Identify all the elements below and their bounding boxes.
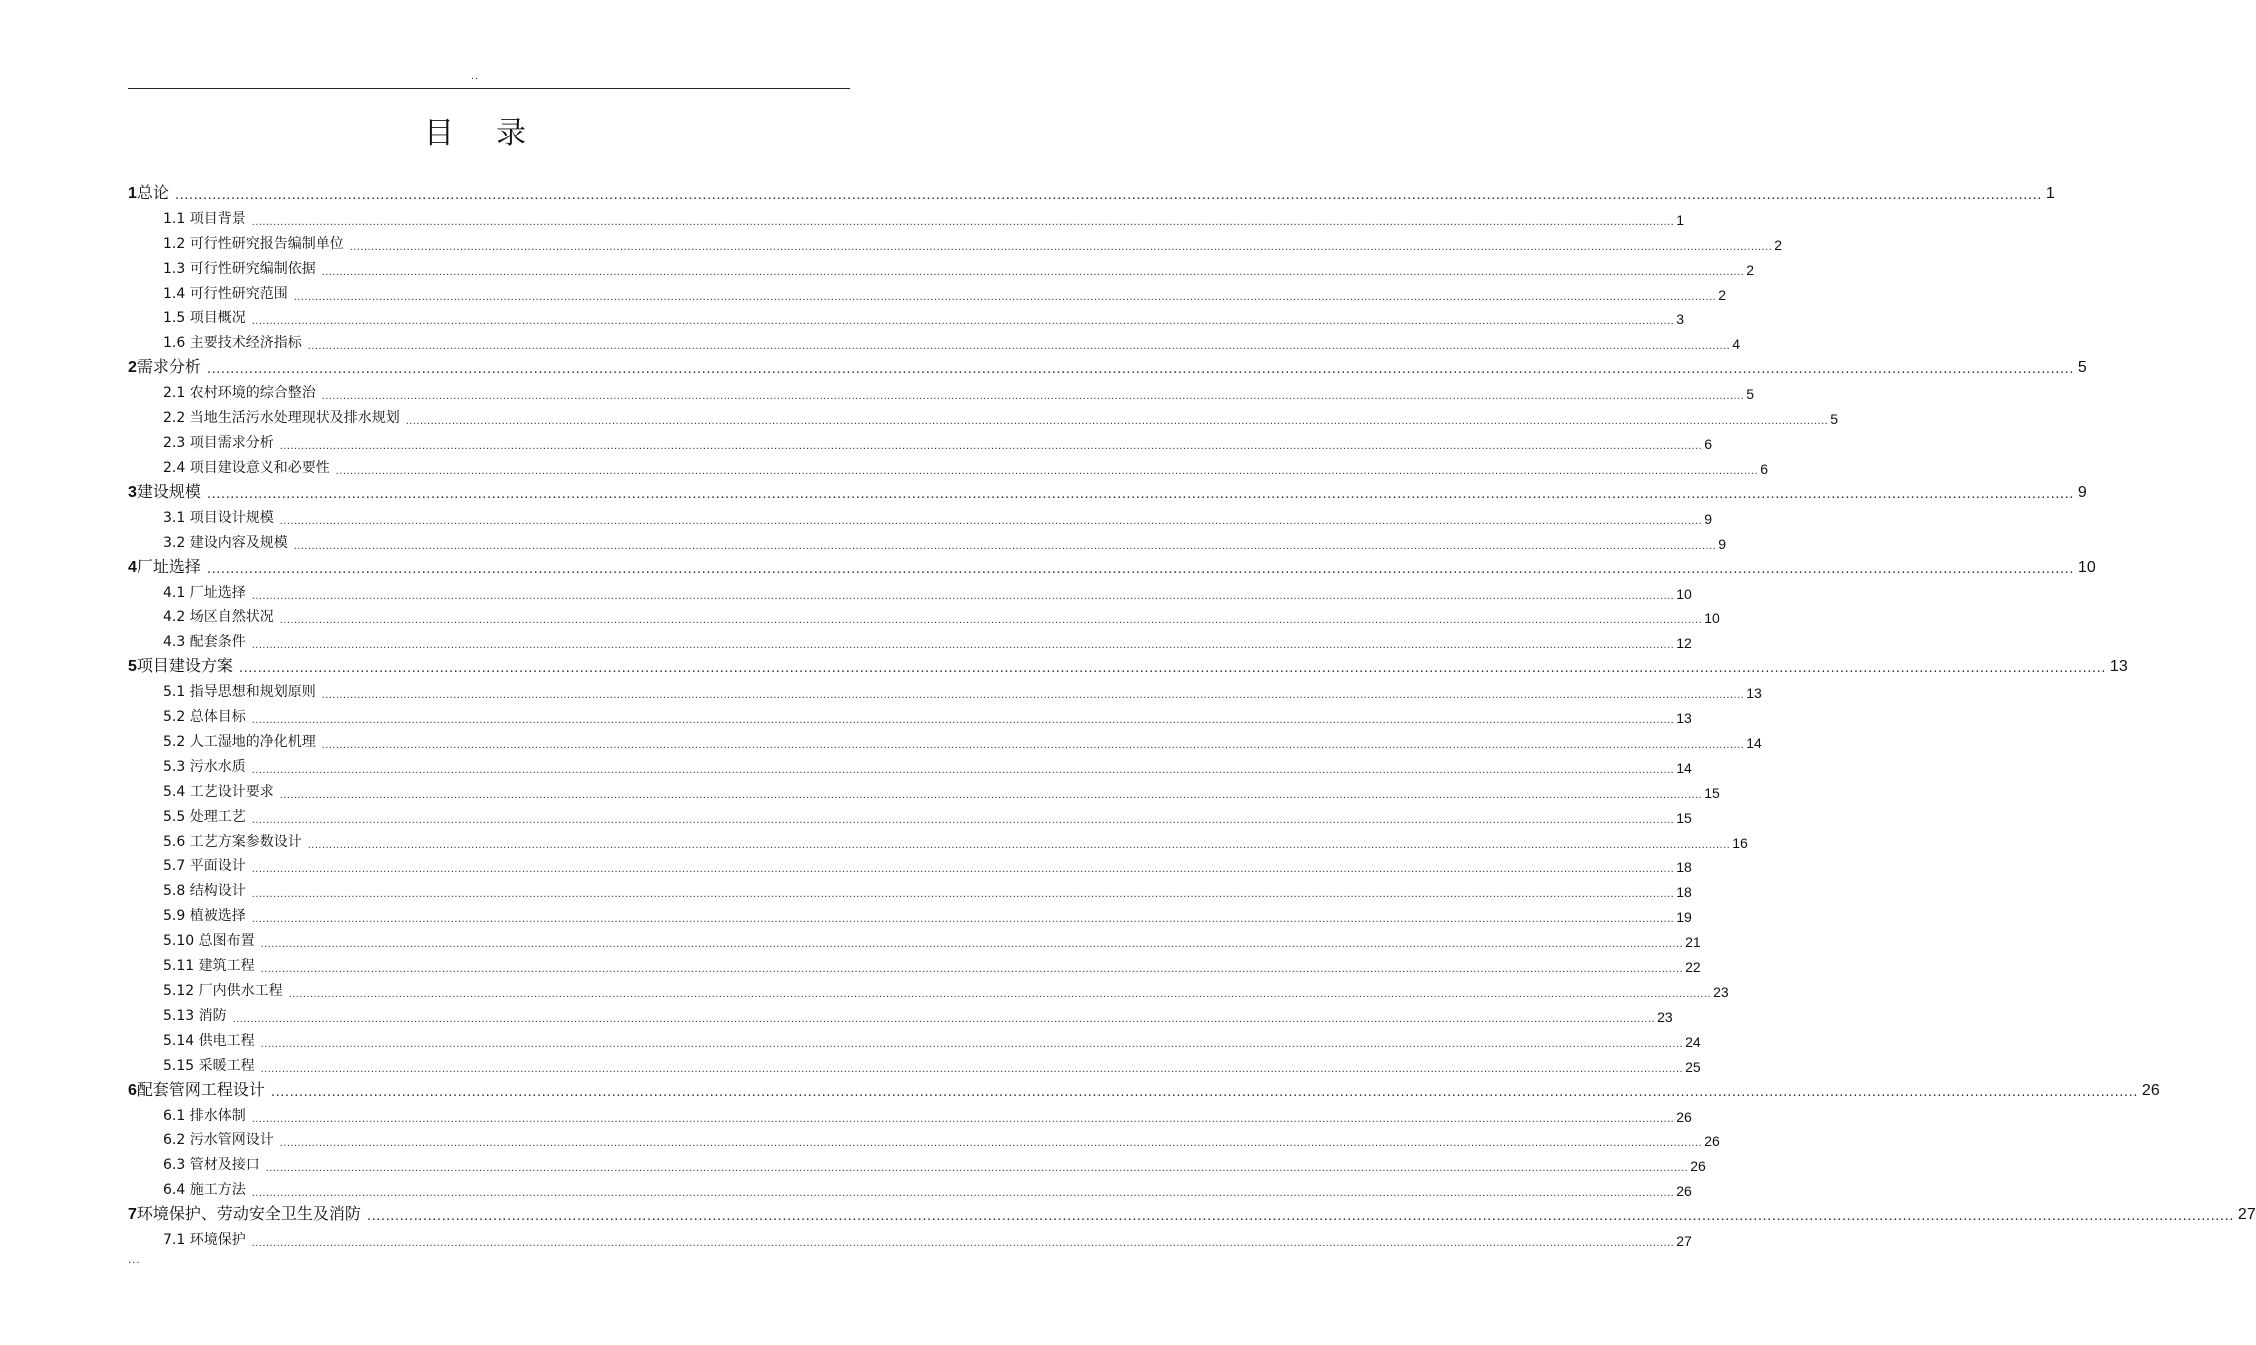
toc-leader-dots: ................................................................................................................................................................................................................................................................................................................................................................................................................ — [251, 714, 1675, 727]
toc-leader-dots: ................................................................................................................................................................................................................................................................................................................................................................................................................ — [251, 863, 1675, 876]
toc-section[interactable] — [128, 826, 1748, 851]
toc-page-number: 22 — [1685, 959, 1701, 976]
toc-section[interactable] — [128, 950, 1701, 976]
toc-entry-label: 6.4 施工方法 — [163, 1182, 246, 1199]
toc-leader-dots: ................................................................................................................................................................................................................................................................................................................................................................................................................ — [206, 360, 2074, 378]
toc-leader-dots: ................................................................................................................................................................................................................................................................................................................................................................................................................ — [260, 963, 1684, 976]
toc-section[interactable] — [128, 875, 1692, 901]
toc-page-number: 15 — [1704, 784, 1720, 801]
toc-entry-label: 2.2 当地生活污水处理现状及排水规划 — [163, 410, 400, 427]
toc-section[interactable] — [128, 602, 1720, 627]
toc-chapter[interactable] — [128, 1075, 2160, 1100]
toc-page-number: 15 — [1676, 809, 1692, 826]
toc-chapter-number: 4 — [128, 558, 137, 576]
toc-section[interactable] — [128, 1050, 1701, 1075]
toc-chapter[interactable] — [128, 477, 2087, 502]
toc-entry-label: 项目建设方案 — [136, 656, 233, 676]
toc-section[interactable] — [128, 1100, 1692, 1125]
toc-page-number: 5 — [1830, 411, 1838, 428]
toc-page-number: 27 — [1676, 1233, 1692, 1250]
toc-section[interactable] — [128, 1000, 1673, 1025]
toc-entry-label: 7.1 环境保护 — [163, 1232, 246, 1249]
toc-entry-label: 5.2 总体目标 — [163, 709, 246, 726]
toc-section[interactable] — [128, 975, 1729, 1000]
toc-page-number: 10 — [1676, 585, 1692, 602]
toc-page-number: 13 — [2109, 658, 2128, 676]
toc-section[interactable] — [128, 701, 1692, 727]
toc-entry-label: 5.12 厂内供水工程 — [163, 982, 283, 999]
toc-page-number: 10 — [1704, 610, 1720, 627]
toc-section[interactable] — [128, 676, 1762, 702]
toc-entry-label: 2.1 农村环境的综合整治 — [163, 385, 316, 402]
toc-leader-dots: ................................................................................................................................................................................................................................................................................................................................................................................................................ — [293, 290, 1717, 303]
toc-page-number: 26 — [1676, 1183, 1692, 1200]
toc-leader-dots: ................................................................................................................................................................................................................................................................................................................................................................................................................ — [293, 539, 1717, 552]
toc-leader-dots: ................................................................................................................................................................................................................................................................................................................................................................................................................ — [260, 1062, 1684, 1075]
toc-entry-label: 1.4 可行性研究范围 — [163, 285, 288, 302]
toc-page-number: 14 — [1676, 759, 1692, 776]
toc-page-number: 26 — [2141, 1081, 2160, 1099]
toc-entry-label: 5.13 消防 — [163, 1007, 227, 1024]
footer-mark: ... — [128, 1255, 141, 1266]
toc-page-number: 9 — [1718, 535, 1726, 552]
toc-section[interactable] — [128, 776, 1720, 801]
toc-entry-label: 5.2 人工湿地的净化机理 — [163, 734, 316, 751]
toc-page-number: 3 — [1676, 311, 1684, 328]
page-title: 目录 — [424, 116, 568, 151]
toc-page-number: 26 — [1690, 1158, 1706, 1175]
toc-entry-label: 5.9 植被选择 — [163, 908, 246, 925]
toc-section[interactable] — [128, 427, 1712, 453]
toc-entry-label: 3.1 项目设计规模 — [163, 509, 274, 526]
toc-leader-dots: ................................................................................................................................................................................................................................................................................................................................................................................................................ — [321, 739, 1745, 752]
toc-entry-label: 2.4 项目建设意义和必要性 — [163, 459, 330, 476]
toc-section[interactable] — [128, 1025, 1701, 1050]
toc-section[interactable] — [128, 228, 1782, 253]
toc-section[interactable] — [128, 253, 1754, 278]
toc-leader-dots: ................................................................................................................................................................................................................................................................................................................................................................................................................ — [270, 1082, 2138, 1100]
toc-entry-label: 需求分析 — [136, 357, 201, 377]
toc-entry-label: 6.3 管材及接口 — [163, 1157, 260, 1174]
toc-leader-dots: ................................................................................................................................................................................................................................................................................................................................................................................................................ — [366, 1207, 2234, 1225]
header-rule — [128, 88, 850, 89]
toc-entry-label: 1.2 可行性研究报告编制单位 — [163, 235, 344, 252]
toc-chapter-number: 5 — [128, 658, 137, 676]
toc-leader-dots: ................................................................................................................................................................................................................................................................................................................................................................................................................ — [238, 659, 2106, 677]
toc-page-number: 27 — [2237, 1206, 2256, 1224]
toc-page-number: 24 — [1685, 1033, 1701, 1050]
toc-leader-dots: ................................................................................................................................................................................................................................................................................................................................................................................................................ — [405, 415, 1829, 428]
toc-leader-dots: ................................................................................................................................................................................................................................................................................................................................................................................................................ — [251, 888, 1675, 901]
header-mark: .. — [471, 72, 479, 82]
toc-entry-label: 6.1 排水体制 — [163, 1107, 246, 1124]
toc-leader-dots: ................................................................................................................................................................................................................................................................................................................................................................................................................ — [335, 464, 1759, 477]
toc-page-number: 26 — [1676, 1108, 1692, 1125]
toc-entry-label: 1.5 项目概况 — [163, 310, 246, 327]
toc-entry-label: 5.10 总图布置 — [163, 933, 255, 950]
toc-section[interactable] — [128, 577, 1692, 602]
toc-entry-label: 4.1 厂址选择 — [163, 584, 246, 601]
toc-leader-dots: ................................................................................................................................................................................................................................................................................................................................................................................................................ — [279, 514, 1703, 527]
toc-leader-dots: ................................................................................................................................................................................................................................................................................................................................................................................................................ — [251, 913, 1675, 926]
toc-entry-label: 5.6 工艺方案参数设计 — [163, 833, 302, 850]
toc-leader-dots: ................................................................................................................................................................................................................................................................................................................................................................................................................ — [251, 813, 1675, 826]
toc-leader-dots: ................................................................................................................................................................................................................................................................................................................................................................................................................ — [251, 1187, 1675, 1200]
toc-section[interactable] — [128, 402, 1838, 428]
toc-chapter[interactable] — [128, 178, 2055, 203]
toc-leader-dots: ................................................................................................................................................................................................................................................................................................................................................................................................................ — [232, 1012, 1656, 1025]
toc-section[interactable] — [128, 1224, 1692, 1250]
toc-entry-label: 环境保护、劳动安全卫生及消防 — [136, 1204, 361, 1224]
toc-page-number: 25 — [1685, 1058, 1701, 1075]
toc-leader-dots: ................................................................................................................................................................................................................................................................................................................................................................................................................ — [251, 589, 1675, 602]
toc-page-number: 26 — [1704, 1133, 1720, 1150]
toc-page-number: 12 — [1676, 635, 1692, 652]
toc-leader-dots: ................................................................................................................................................................................................................................................................................................................................................................................................................ — [251, 639, 1675, 652]
toc-entry-label: 4.3 配套条件 — [163, 634, 246, 651]
toc-leader-dots: ................................................................................................................................................................................................................................................................................................................................................................................................................ — [251, 1237, 1675, 1250]
toc-entry-label: 5.7 平面设计 — [163, 858, 246, 875]
toc-leader-dots: ................................................................................................................................................................................................................................................................................................................................................................................................................ — [260, 1037, 1684, 1050]
toc-entry-label: 5.4 工艺设计要求 — [163, 783, 274, 800]
toc-leader-dots: ................................................................................................................................................................................................................................................................................................................................................................................................................ — [251, 215, 1675, 228]
toc-page-number: 9 — [1704, 510, 1712, 527]
toc-entry-label: 配套管网工程设计 — [136, 1079, 265, 1099]
toc-entry-label: 总论 — [136, 183, 169, 202]
toc-chapter-number: 7 — [128, 1206, 137, 1224]
toc-section[interactable] — [128, 900, 1692, 926]
toc-page-number: 5 — [1746, 386, 1754, 403]
toc-page-number: 5 — [2077, 359, 2087, 377]
toc-section[interactable] — [128, 327, 1740, 353]
toc-leader-dots: ................................................................................................................................................................................................................................................................................................................................................................................................................ — [307, 838, 1731, 851]
toc-entry-label: 5.11 建筑工程 — [163, 958, 255, 975]
toc-page-number: 18 — [1676, 884, 1692, 901]
toc-entry-label: 5.8 结构设计 — [163, 883, 246, 900]
toc-chapter[interactable] — [128, 352, 2087, 378]
toc-page-number: 6 — [1704, 436, 1712, 453]
toc-section[interactable] — [128, 203, 1684, 228]
toc-entry-label: 5.5 处理工艺 — [163, 808, 246, 825]
table-of-contents — [128, 178, 2256, 1250]
toc-leader-dots: ................................................................................................................................................................................................................................................................................................................................................................................................................ — [265, 1162, 1689, 1175]
toc-entry-label: 2.3 项目需求分析 — [163, 435, 274, 452]
toc-section[interactable] — [128, 278, 1726, 303]
toc-leader-dots: ................................................................................................................................................................................................................................................................................................................................................................................................................ — [321, 689, 1745, 702]
toc-entry-label: 建设规模 — [136, 481, 201, 501]
toc-leader-dots: ................................................................................................................................................................................................................................................................................................................................................................................................................ — [251, 763, 1675, 776]
toc-leader-dots: ................................................................................................................................................................................................................................................................................................................................................................................................................ — [174, 186, 2042, 203]
toc-entry-label: 5.1 指导思想和规划原则 — [163, 684, 316, 701]
toc-leader-dots: ................................................................................................................................................................................................................................................................................................................................................................................................................ — [321, 265, 1745, 278]
toc-leader-dots: ................................................................................................................................................................................................................................................................................................................................................................................................................ — [279, 788, 1703, 801]
toc-page-number: 23 — [1713, 983, 1729, 1000]
toc-entry-label: 5.14 供电工程 — [163, 1032, 255, 1049]
toc-chapter[interactable] — [128, 1199, 2256, 1225]
toc-entry-label: 1.6 主要技术经济指标 — [163, 335, 302, 352]
toc-entry-label: 5.3 污水水质 — [163, 758, 246, 775]
toc-page-number: 21 — [1685, 934, 1701, 951]
toc-page-number: 16 — [1732, 834, 1748, 851]
toc-page-number: 14 — [1746, 735, 1762, 752]
toc-leader-dots: ................................................................................................................................................................................................................................................................................................................................................................................................................ — [349, 240, 1773, 253]
toc-chapter[interactable] — [128, 651, 2128, 677]
toc-chapter-number: 1 — [128, 185, 137, 202]
toc-section[interactable] — [128, 303, 1684, 328]
toc-leader-dots: ................................................................................................................................................................................................................................................................................................................................................................................................................ — [251, 1112, 1675, 1125]
toc-chapter-number: 2 — [128, 359, 137, 377]
toc-section[interactable] — [128, 1149, 1706, 1175]
toc-section[interactable] — [128, 1125, 1720, 1150]
toc-leader-dots: ................................................................................................................................................................................................................................................................................................................................................................................................................ — [206, 484, 2074, 502]
toc-entry-label: 厂址选择 — [136, 556, 201, 576]
toc-page-number: 23 — [1657, 1008, 1673, 1025]
toc-leader-dots: ................................................................................................................................................................................................................................................................................................................................................................................................................ — [279, 614, 1703, 627]
toc-page-number: 18 — [1676, 859, 1692, 876]
toc-page-number: 1 — [1676, 211, 1684, 228]
toc-leader-dots: ................................................................................................................................................................................................................................................................................................................................................................................................................ — [307, 340, 1731, 353]
toc-section[interactable] — [128, 726, 1762, 752]
toc-chapter[interactable] — [128, 552, 2096, 577]
toc-entry-label: 6.2 污水管网设计 — [163, 1132, 274, 1149]
toc-leader-dots: ................................................................................................................................................................................................................................................................................................................................................................................................................ — [251, 315, 1675, 328]
toc-entry-label: 4.2 场区自然状况 — [163, 609, 274, 626]
toc-page-number: 9 — [2077, 483, 2087, 501]
toc-entry-label: 1.1 项目背景 — [163, 210, 246, 227]
toc-chapter-number: 6 — [128, 1081, 137, 1099]
toc-page-number: 2 — [1774, 236, 1782, 253]
toc-page-number: 19 — [1676, 909, 1692, 926]
toc-section[interactable] — [128, 626, 1692, 652]
toc-leader-dots: ................................................................................................................................................................................................................................................................................................................................................................................................................ — [321, 390, 1745, 403]
toc-leader-dots: ................................................................................................................................................................................................................................................................................................................................................................................................................ — [288, 987, 1712, 1000]
toc-entry-label: 5.15 采暖工程 — [163, 1057, 255, 1074]
toc-section[interactable] — [128, 452, 1768, 477]
toc-leader-dots: ................................................................................................................................................................................................................................................................................................................................................................................................................ — [279, 1137, 1703, 1150]
toc-section[interactable] — [128, 751, 1692, 776]
toc-section[interactable] — [128, 1174, 1692, 1200]
toc-page-number: 2 — [1718, 286, 1726, 303]
toc-chapter-number: 3 — [128, 483, 137, 501]
toc-leader-dots: ................................................................................................................................................................................................................................................................................................................................................................................................................ — [260, 938, 1684, 951]
toc-entry-label: 1.3 可行性研究编制依据 — [163, 260, 316, 277]
toc-page-number: 6 — [1760, 460, 1768, 477]
toc-section[interactable] — [128, 502, 1712, 527]
toc-section[interactable] — [128, 527, 1726, 552]
toc-page-number: 1 — [2045, 185, 2055, 202]
toc-leader-dots: ................................................................................................................................................................................................................................................................................................................................................................................................................ — [279, 440, 1703, 453]
toc-page-number: 10 — [2077, 558, 2096, 576]
toc-section[interactable] — [128, 377, 1754, 403]
toc-leader-dots: ................................................................................................................................................................................................................................................................................................................................................................................................................ — [206, 559, 2074, 577]
toc-page-number: 13 — [1676, 710, 1692, 727]
toc-page-number: 13 — [1746, 685, 1762, 702]
toc-section[interactable] — [128, 925, 1701, 951]
toc-section[interactable] — [128, 851, 1692, 876]
toc-page-number: 4 — [1732, 336, 1740, 353]
toc-section[interactable] — [128, 801, 1692, 826]
toc-page-number: 2 — [1746, 261, 1754, 278]
toc-entry-label: 3.2 建设内容及规模 — [163, 534, 288, 551]
